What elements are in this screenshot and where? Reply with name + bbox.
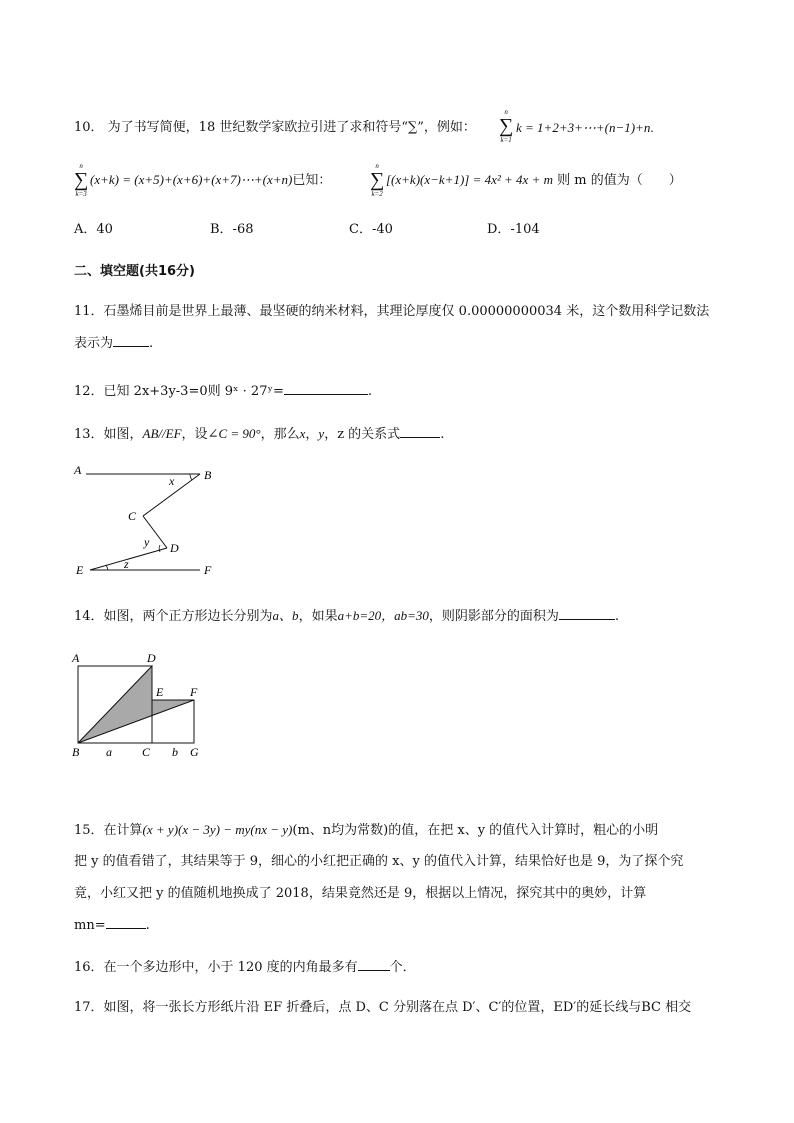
angle-y-arc — [159, 545, 160, 552]
q14-line: 14．如图，两个正方形边长分别为a、b，如果a+b=20，ab=30，则阴影部分的面积为 . — [74, 605, 619, 627]
q17-line1: 17．如图，将一张长方形纸片沿 EF 折叠后，点 D、C 分别落在点 D′、C′的位置，ED′的延长线与BC 相交 — [74, 1000, 692, 1015]
label-c: C — [128, 509, 137, 523]
label-f: F — [190, 685, 198, 699]
answer-blank[interactable] — [106, 914, 146, 929]
option-a[interactable]: A．40 — [74, 222, 113, 237]
q10-sum1-bottom: k=1 — [500, 136, 512, 144]
q13-line: 13．如图，AB//EF，设∠C = 90°，那么x，y，z 的关系式 . — [74, 423, 444, 445]
q10-sum3-bottom: k=2 — [371, 190, 383, 198]
q10-sum1 — [499, 108, 513, 144]
q10-expr2: (x+k) = (x+5)+(x+6)+(x+7)⋯+(x+n) — [90, 172, 293, 187]
q11-line2: 表示为 . — [74, 332, 153, 354]
q15-line3: 竟，小红又把 y 的值随机地换成了 2018，结果竟然还是 9，根据以上情况，探究其中的奥妙，计算 — [74, 886, 647, 901]
answer-blank[interactable] — [284, 380, 368, 395]
angle-x-arc — [190, 474, 192, 480]
q10-expr3: [(x+k)(x−k+1)] = 4x² + 4x + m — [386, 172, 553, 187]
label-b: B — [204, 468, 212, 482]
q12-line: 12．已知 2x+3y-3=0则 9ˣ · 27ʸ= . — [74, 380, 372, 402]
label-a: A — [72, 651, 80, 665]
label-d: D — [170, 541, 179, 555]
q10-sum1-top: n — [504, 108, 508, 116]
q13-figure — [72, 460, 232, 585]
label-d: D — [147, 651, 156, 665]
q10-sum2-bottom: k=3 — [75, 190, 87, 198]
label-g: G — [190, 745, 199, 759]
label-side-a: a — [106, 745, 112, 759]
answer-blank[interactable] — [113, 332, 149, 347]
answer-blank[interactable] — [559, 605, 615, 620]
sigma-symbol: ∑ — [74, 169, 89, 191]
q10-sum3 — [370, 162, 384, 198]
q10-sum2-top: n — [79, 162, 83, 170]
label-e: E — [76, 563, 84, 577]
q10-sum3-top: n — [375, 162, 379, 170]
label-a: A — [74, 463, 82, 477]
q10-intro: 10． 为了书写简便，18 世纪数学家欧拉引进了求和符号“∑”，例如： — [74, 120, 476, 135]
q15-line1: 15．在计算(x + y)(x − 3y) − my(nx − y)(m、n均为常数)的值，在把 x、y 的值代入计算时，粗心的小明 — [74, 822, 659, 838]
option-d[interactable]: D．-104 — [487, 222, 540, 237]
q14-figure — [70, 648, 215, 760]
answer-blank[interactable] — [358, 956, 390, 971]
q15-line2: 把 y 的值看错了，其结果等于 9，细心的小红把正确的 x、y 的值代入计算，结果恰好也是 9，为了探个究 — [74, 854, 684, 869]
option-c[interactable]: C．-40 — [349, 222, 393, 237]
q10-options — [74, 220, 634, 240]
q10-ask: 则 m 的值为（ ） — [557, 173, 682, 188]
answer-blank[interactable] — [400, 423, 440, 438]
option-b[interactable]: B．-68 — [210, 222, 254, 237]
q11-line1: 11．石墨烯目前是世界上最薄、最坚硬的纳米材料，其理论厚度仅 0.00000000034 米，这个数用科学记数法 — [74, 304, 710, 319]
q10-known: 已知： — [292, 173, 332, 188]
sigma-symbol: ∑ — [499, 115, 514, 137]
label-f: F — [204, 563, 212, 577]
section-title: 二、填空题(共16分) — [74, 264, 195, 279]
q10-line2 — [90, 170, 331, 191]
q16-line: 16．在一个多边形中，小于 120 度的内角最多有 个． — [74, 956, 416, 978]
label-c: C — [142, 745, 151, 759]
sigma-symbol: ∑ — [370, 169, 385, 191]
label-side-b: b — [172, 745, 178, 759]
label-y: y — [144, 535, 150, 549]
q15-line4: mn= . — [74, 914, 150, 936]
label-e: E — [156, 685, 164, 699]
label-b: B — [72, 745, 80, 759]
label-x: x — [169, 474, 175, 488]
label-z: z — [124, 557, 129, 571]
q10-sum2 — [74, 162, 88, 198]
q15-expression: (x + y)(x − 3y) − my(nx − y) — [142, 822, 293, 837]
q10-expr1: k = 1+2+3+⋯+(n−1)+n. — [516, 120, 654, 135]
q10-line2b — [386, 170, 682, 191]
angle-z-arc — [106, 565, 108, 570]
q10-line1 — [74, 118, 476, 138]
shaded-region — [78, 666, 194, 743]
